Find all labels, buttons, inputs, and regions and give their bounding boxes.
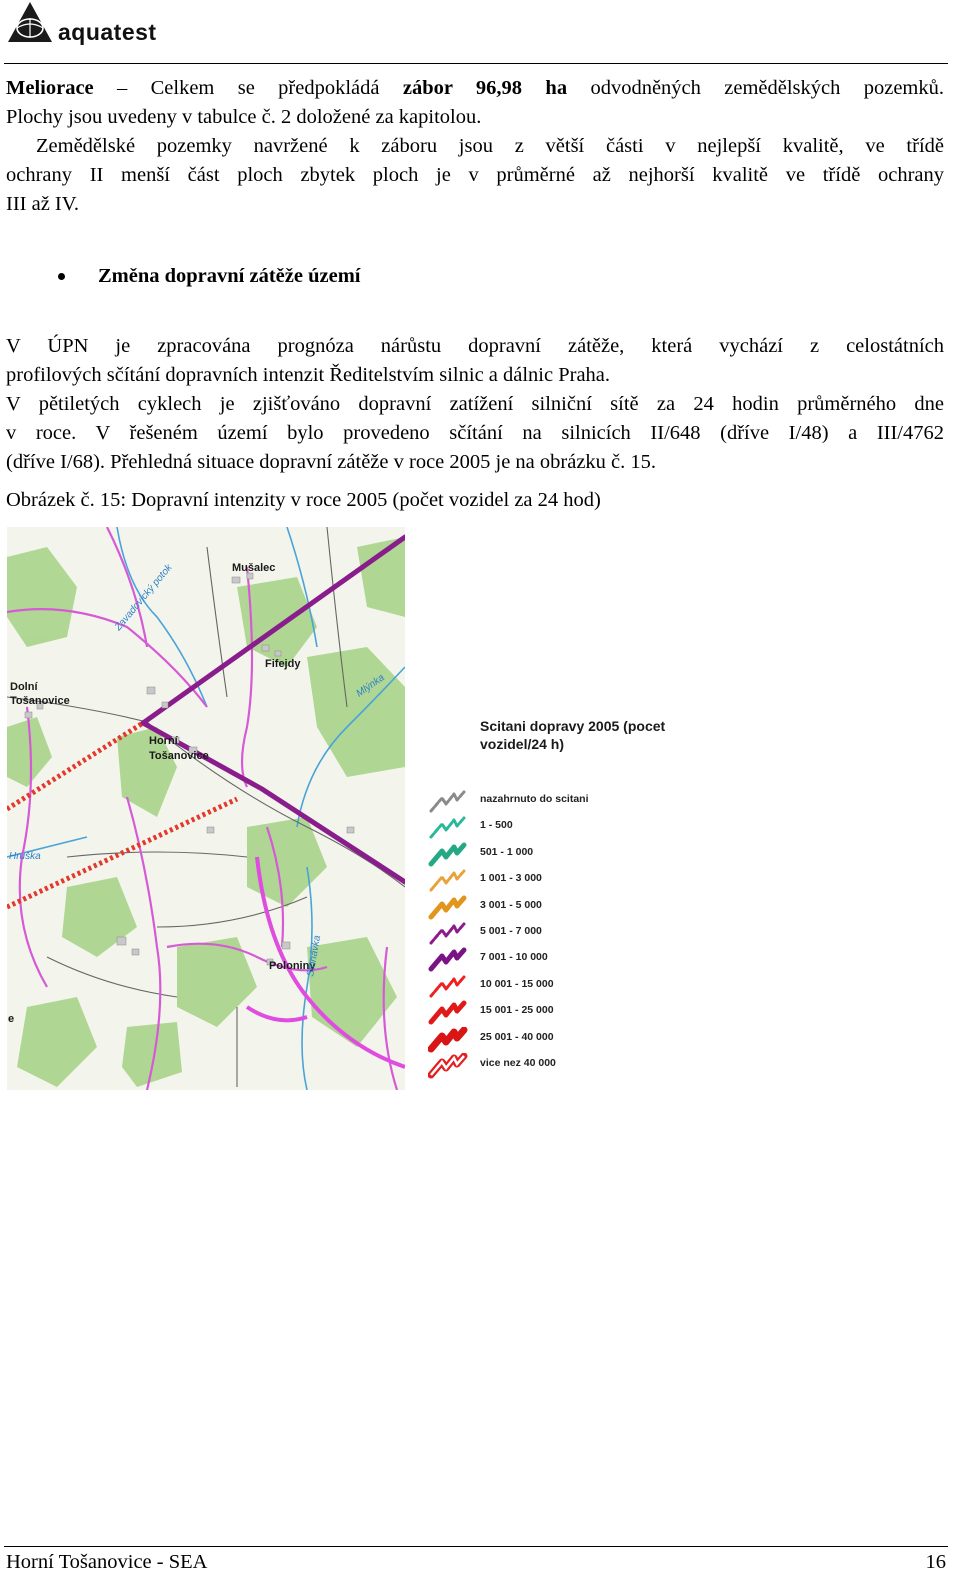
legend-label: 25 001 - 40 000	[480, 1030, 554, 1043]
legend-swatch-icon	[428, 895, 468, 921]
legend-label: 501 - 1 000	[480, 845, 534, 858]
legend-item	[428, 842, 728, 868]
map-label-poloniny: Poloniny	[269, 960, 316, 972]
legend-label: vice nez 40 000	[480, 1057, 556, 1069]
figure-caption: Obrázek č. 15: Dopravní intenzity v roce 2005 (počet vozidel za 24 hod)	[6, 489, 601, 511]
map-label-mlynka: Mlýnka	[354, 672, 387, 700]
legend-label: 10 001 - 15 000	[480, 977, 554, 990]
legend-swatch-icon	[428, 868, 468, 894]
upn-line-2: profilových sčítání dopravních intenzit Ředitelstvím silnic a dálnic Praha.	[6, 364, 611, 386]
meliorace-label: Meliorace	[6, 77, 94, 99]
map-legend	[428, 717, 728, 1097]
legend-item	[428, 789, 728, 815]
agri-line-1: Zemědělské pozemky navržené k záboru jsou z větší části v nejlepší kvalitě, ve třídě	[36, 135, 944, 157]
legend-item	[428, 921, 728, 947]
legend-label: 1 - 500	[480, 819, 513, 832]
traffic-map	[7, 527, 405, 1090]
map-label-horni: Horní	[149, 735, 178, 747]
legend-swatch-icon	[428, 815, 468, 841]
legend-swatch-icon	[428, 842, 468, 868]
legend-item	[428, 1027, 728, 1053]
meliorace-line-2: Plochy jsou uvedeny v tabulce č. 2 doložené za kapitolou.	[6, 106, 482, 128]
upn-line-4: v roce. V řešeném území bylo provedeno sčítání na silnicích II/648 (dříve I/48) a III/4762	[6, 422, 944, 444]
legend-swatch-icon	[428, 974, 468, 1000]
legend-label: 15 001 - 25 000	[480, 1004, 554, 1017]
header-rule	[4, 63, 948, 64]
map-label-stonavka: Stonávka	[305, 934, 324, 978]
legend-label: 1 001 - 3 000	[480, 872, 542, 885]
bullet-icon	[58, 273, 65, 280]
legend-item	[428, 947, 728, 973]
map-label-hruska: Hruška	[9, 851, 41, 862]
map-label-zavadovicky: Zavadovický potok	[112, 562, 175, 633]
legend-label: 7 001 - 10 000	[480, 951, 548, 964]
legend-item	[428, 868, 728, 894]
map-label-e: e	[8, 1013, 15, 1025]
legend-swatch-icon	[428, 947, 468, 973]
page-number: 16	[925, 1551, 946, 1573]
upn-line-3: V pětiletých cyklech je zjišťováno dopravní zatížení silniční sítě za 24 hodin průměrného dne	[6, 393, 944, 415]
footer-rule	[4, 1546, 948, 1547]
agri-line-2: ochrany II menší část ploch zbytek ploch je v průměrné až nejhorší kvalitě ve třídě ochrany	[6, 164, 944, 186]
map-label-musalec: Mušalec	[232, 562, 276, 574]
map-label-dolni: Dolní	[10, 681, 38, 693]
footer-title: Horní Tošanovice - SEA	[6, 1551, 208, 1573]
meliorace-line-1: Meliorace – Celkem se předpokládá zábor 96,98 ha odvodněných zemědělských pozemků.	[6, 77, 944, 99]
legend-item	[428, 1053, 728, 1079]
agri-line-3: III až IV.	[6, 193, 80, 215]
legend-item	[428, 895, 728, 921]
map-label-horni-2: Tošanovice	[149, 750, 209, 762]
zabor-value: zábor 96,98 ha	[402, 77, 568, 99]
legend-title: Scitani dopravy 2005 (pocet vozidel/24 h)	[480, 718, 666, 752]
legend-swatch-icon	[428, 1053, 468, 1079]
section-heading: Změna dopravní zátěže území	[98, 265, 361, 287]
legend-swatch-icon	[428, 1027, 468, 1053]
upn-line-5: (dříve I/68). Přehledná situace dopravní zátěže v roce 2005 je na obrázku č. 15.	[6, 451, 657, 473]
logo-text: aquatest	[58, 19, 157, 45]
map-label-fifejdy: Fifejdy	[265, 658, 301, 670]
legend-label: 3 001 - 5 000	[480, 898, 542, 911]
legend-item	[428, 815, 728, 841]
upn-line-1: V ÚPN je zpracována prognóza nárůstu dopravní zátěže, která vychází z celostátních	[6, 335, 944, 357]
legend-item	[428, 974, 728, 1000]
legend-swatch-icon	[428, 1000, 468, 1026]
page-header	[4, 0, 948, 70]
legend-item	[428, 1000, 728, 1026]
map-label-dolni-2: Tošanovice	[10, 695, 70, 707]
legend-label: nazahrnuto do scitani	[480, 793, 589, 805]
legend-label: 5 001 - 7 000	[480, 925, 542, 937]
legend-swatch-icon	[428, 789, 468, 815]
legend-swatch-icon	[428, 921, 468, 947]
